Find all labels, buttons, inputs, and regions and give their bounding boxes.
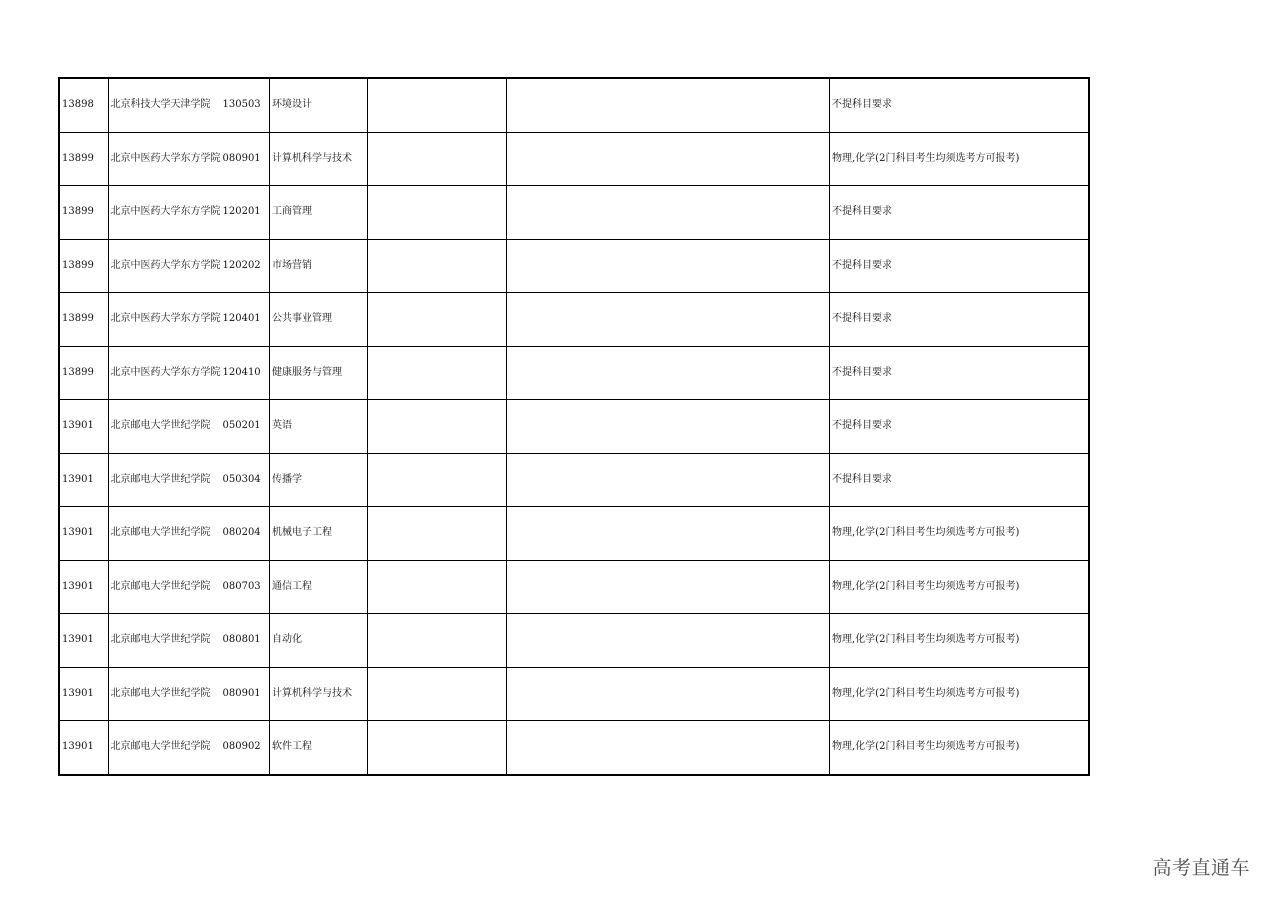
school-name-cell: 北京中医药大学东方学院: [108, 239, 221, 293]
school-name-cell: 北京中医药大学东方学院: [108, 293, 221, 347]
empty-cell: [368, 667, 507, 721]
table-row: [59, 400, 1089, 454]
major-code-cell: 130503: [221, 78, 270, 132]
empty-cell: [368, 507, 507, 561]
empty-cell: [507, 132, 830, 186]
table-body: [59, 78, 1089, 775]
empty-cell: [368, 293, 507, 347]
major-name-cell: 环境设计: [270, 78, 368, 132]
table-row: [59, 614, 1089, 668]
empty-cell: [368, 400, 507, 454]
table-row: [59, 132, 1089, 186]
major-code-cell: 050304: [221, 453, 270, 507]
subject-requirement-cell: 不提科目要求: [830, 239, 1089, 293]
table-row: [59, 186, 1089, 240]
empty-cell: [507, 400, 830, 454]
empty-cell: [507, 78, 830, 132]
subject-requirement-cell: 不提科目要求: [830, 400, 1089, 454]
major-code-cell: 080901: [221, 667, 270, 721]
major-code-cell: 080801: [221, 614, 270, 668]
school-code-cell: 13901: [59, 400, 108, 454]
school-code-cell: 13899: [59, 186, 108, 240]
major-name-cell: 工商管理: [270, 186, 368, 240]
school-name-cell: 北京邮电大学世纪学院: [108, 560, 221, 614]
major-name-cell: 自动化: [270, 614, 368, 668]
school-code-cell: 13899: [59, 239, 108, 293]
empty-cell: [507, 453, 830, 507]
empty-cell: [507, 667, 830, 721]
table-row: [59, 293, 1089, 347]
empty-cell: [368, 721, 507, 775]
table-row: [59, 78, 1089, 132]
school-code-cell: 13899: [59, 346, 108, 400]
empty-cell: [368, 132, 507, 186]
table-row: [59, 667, 1089, 721]
major-name-cell: 通信工程: [270, 560, 368, 614]
major-name-cell: 传播学: [270, 453, 368, 507]
major-code-cell: 120410: [221, 346, 270, 400]
empty-cell: [507, 186, 830, 240]
empty-cell: [507, 507, 830, 561]
subject-requirement-cell: 物理,化学(2门科目考生均须选考方可报考): [830, 507, 1089, 561]
major-code-cell: 120202: [221, 239, 270, 293]
school-code-cell: 13901: [59, 614, 108, 668]
subject-requirement-cell: 不提科目要求: [830, 453, 1089, 507]
subject-requirement-cell: 物理,化学(2门科目考生均须选考方可报考): [830, 560, 1089, 614]
subject-requirement-cell: 不提科目要求: [830, 186, 1089, 240]
school-code-cell: 13899: [59, 132, 108, 186]
school-code-cell: 13901: [59, 560, 108, 614]
major-code-cell: 080902: [221, 721, 270, 775]
school-name-cell: 北京邮电大学世纪学院: [108, 667, 221, 721]
major-name-cell: 计算机科学与技术: [270, 132, 368, 186]
empty-cell: [507, 239, 830, 293]
major-code-cell: 050201: [221, 400, 270, 454]
major-name-cell: 软件工程: [270, 721, 368, 775]
subject-requirement-cell: 物理,化学(2门科目考生均须选考方可报考): [830, 132, 1089, 186]
school-name-cell: 北京中医药大学东方学院: [108, 132, 221, 186]
table-row: [59, 346, 1089, 400]
table-row: [59, 239, 1089, 293]
table-row: [59, 507, 1089, 561]
major-name-cell: 健康服务与管理: [270, 346, 368, 400]
subject-requirement-cell: 物理,化学(2门科目考生均须选考方可报考): [830, 721, 1089, 775]
major-code-cell: 080204: [221, 507, 270, 561]
major-name-cell: 英语: [270, 400, 368, 454]
empty-cell: [507, 293, 830, 347]
school-code-cell: 13901: [59, 721, 108, 775]
school-name-cell: 北京邮电大学世纪学院: [108, 453, 221, 507]
subject-requirement-cell: 不提科目要求: [830, 78, 1089, 132]
subject-requirement-cell: 不提科目要求: [830, 293, 1089, 347]
school-name-cell: 北京邮电大学世纪学院: [108, 614, 221, 668]
table-row: [59, 453, 1089, 507]
subject-requirement-cell: 物理,化学(2门科目考生均须选考方可报考): [830, 667, 1089, 721]
table-row: [59, 560, 1089, 614]
major-code-cell: 120201: [221, 186, 270, 240]
empty-cell: [368, 453, 507, 507]
watermark-text: 高考直通车: [1152, 857, 1250, 879]
empty-cell: [368, 560, 507, 614]
school-name-cell: 北京邮电大学世纪学院: [108, 400, 221, 454]
table-row: [59, 721, 1089, 775]
school-code-cell: 13899: [59, 293, 108, 347]
school-code-cell: 13901: [59, 667, 108, 721]
subject-requirements-table: [58, 77, 1090, 776]
school-code-cell: 13901: [59, 453, 108, 507]
school-code-cell: 13901: [59, 507, 108, 561]
empty-cell: [368, 239, 507, 293]
major-name-cell: 机械电子工程: [270, 507, 368, 561]
empty-cell: [507, 560, 830, 614]
major-name-cell: 公共事业管理: [270, 293, 368, 347]
major-name-cell: 市场营销: [270, 239, 368, 293]
major-name-cell: 计算机科学与技术: [270, 667, 368, 721]
school-name-cell: 北京中医药大学东方学院: [108, 346, 221, 400]
subject-requirement-cell: 物理,化学(2门科目考生均须选考方可报考): [830, 614, 1089, 668]
major-code-cell: 080901: [221, 132, 270, 186]
empty-cell: [368, 186, 507, 240]
subject-requirement-cell: 不提科目要求: [830, 346, 1089, 400]
empty-cell: [368, 78, 507, 132]
school-name-cell: 北京中医药大学东方学院: [108, 186, 221, 240]
major-code-cell: 080703: [221, 560, 270, 614]
empty-cell: [507, 721, 830, 775]
school-code-cell: 13898: [59, 78, 108, 132]
school-name-cell: 北京邮电大学世纪学院: [108, 507, 221, 561]
school-name-cell: 北京邮电大学世纪学院: [108, 721, 221, 775]
empty-cell: [368, 614, 507, 668]
empty-cell: [507, 614, 830, 668]
major-code-cell: 120401: [221, 293, 270, 347]
empty-cell: [368, 346, 507, 400]
school-name-cell: 北京科技大学天津学院: [108, 78, 221, 132]
empty-cell: [507, 346, 830, 400]
